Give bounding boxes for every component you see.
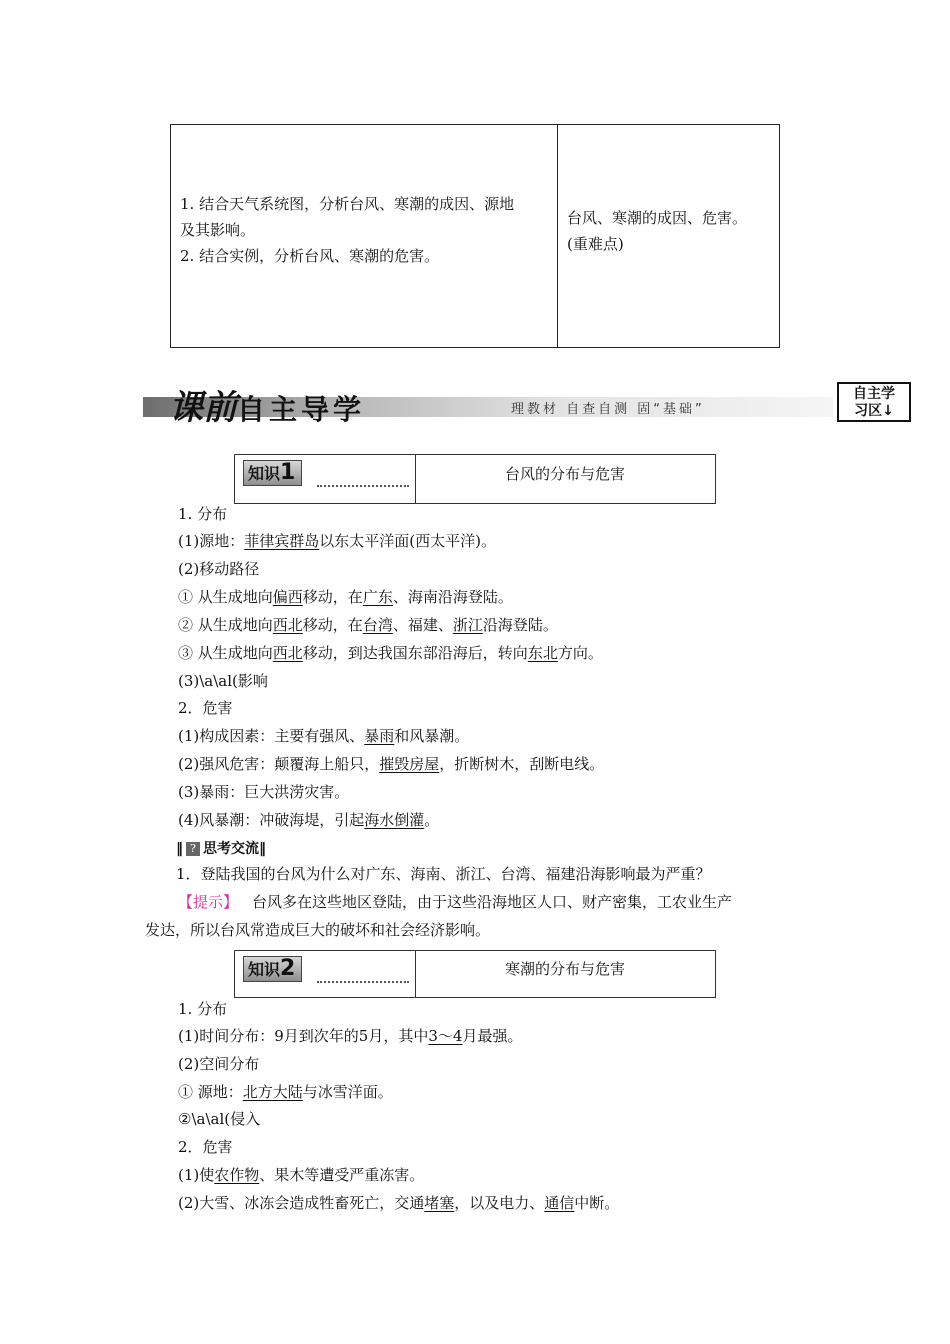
answer-blank: 北方大陆 [242, 1083, 303, 1101]
text-line [178, 755, 604, 773]
text: 与冰雪洋面。 [302, 1083, 393, 1101]
text: 以东太平洋面(西太平洋)。 [319, 532, 496, 550]
knowledge-title: 台风的分布与危害 [504, 465, 625, 483]
dotted-rule [317, 981, 409, 983]
text: (1)源地： [178, 532, 245, 550]
answer-blank: 广东 [362, 588, 393, 606]
knowledge-tag-cell [235, 455, 416, 503]
text: ① 从生成地向 [178, 588, 273, 606]
text: (2)移动路径 [178, 560, 260, 578]
answer-blank: 3～4 [428, 1027, 463, 1045]
knowledge-tag-label: 知识 [248, 960, 281, 979]
hint-label: 【提示】 [178, 893, 239, 911]
answer-blank: 摧毁房屋 [379, 755, 440, 773]
answer-blank: 西北 [272, 616, 303, 634]
section-banner [143, 380, 913, 428]
answer-blank: 台湾 [362, 616, 393, 634]
answer-line: 发达，所以台风常造成巨大的破坏和社会经济影响。 [145, 921, 491, 939]
text: 2．危害 [178, 1138, 233, 1156]
text: 移动，到达我国东部沿海后，转向 [302, 644, 528, 662]
text-line [178, 1027, 522, 1045]
text-line [178, 560, 259, 578]
knowledge-1-heading [234, 454, 716, 504]
text: ② 从生成地向 [178, 616, 273, 634]
text: 月最强。 [462, 1027, 523, 1045]
knowledge-tag-number: 1 [280, 460, 296, 485]
banner-title [169, 380, 365, 429]
text: ，以及电力、 [454, 1194, 545, 1212]
text: (1)时间分布：9月到次年的5月，其中 [178, 1027, 429, 1045]
think-bar: ‖ [259, 841, 266, 857]
answer-blank: 海水倒灌 [364, 811, 425, 829]
objectives-left-cell [180, 191, 550, 269]
knowledge-tag-cell [235, 951, 416, 997]
banner-motto: 理教材 自查自测 固“基础” [511, 402, 705, 417]
text: ① 源地： [178, 1083, 243, 1101]
text: (2)强风危害：颠覆海上船只， [178, 755, 380, 773]
text: 、福建、 [392, 616, 453, 634]
text-line [178, 1138, 233, 1156]
answer-blank: 菲律宾群岛 [244, 532, 320, 550]
banner-title-char: 课 [169, 388, 203, 428]
text: ③ 从生成地向 [178, 644, 273, 662]
text-line [178, 1110, 260, 1128]
knowledge-2-heading [234, 950, 716, 998]
table-divider [557, 125, 558, 347]
text: 沿海登陆。 [482, 616, 558, 634]
text: 。 [424, 811, 440, 829]
text: (2)空间分布 [178, 1055, 260, 1073]
text-line [178, 811, 439, 829]
objectives-table [170, 124, 780, 348]
text-line [178, 616, 558, 634]
text: (1)使 [178, 1166, 215, 1184]
text: ②\a\al(侵入 [178, 1110, 261, 1128]
text: 、果木等遭受严重冻害。 [259, 1166, 425, 1184]
badge-line: 习区↓ [854, 403, 894, 419]
knowledge-title: 寒潮的分布与危害 [504, 960, 625, 978]
hint-line [178, 893, 732, 911]
text: 1. 分布 [178, 505, 228, 523]
think-heading [176, 839, 266, 858]
text: (1)构成因素：主要有强风、 [178, 727, 365, 745]
objective-line: 1. 结合天气系统图，分析台风、寒潮的成因、源地 [180, 195, 515, 213]
text-line [178, 783, 349, 801]
text: (2)大雪、冰冻会造成牲畜死亡，交通 [178, 1194, 425, 1212]
dotted-rule [317, 485, 409, 487]
question-icon: ? [186, 842, 200, 856]
self-study-badge [837, 382, 911, 422]
text-line [178, 505, 227, 523]
text: 中断。 [574, 1194, 620, 1212]
text: 1. 分布 [178, 1000, 228, 1018]
text-line [178, 588, 513, 606]
answer-blank: 暴雨 [364, 727, 395, 745]
text: (3)\a\al(影响 [178, 672, 268, 690]
knowledge-tag-number: 2 [280, 956, 296, 981]
text: 台风多在这些地区登陆，由于这些沿海地区人口、财产密集，工农业生产 [252, 893, 733, 911]
answer-blank: 堵塞 [424, 1194, 455, 1212]
text-line [178, 532, 496, 550]
answer-blank: 农作物 [214, 1166, 260, 1184]
banner-title-rest: 自主导学 [237, 393, 366, 426]
text: 2．危害 [178, 699, 233, 717]
text-line [178, 1000, 227, 1018]
think-bar: ‖ [176, 841, 183, 857]
objective-line: 2. 结合实例，分析台风、寒潮的危害。 [180, 247, 440, 265]
text-line [178, 672, 268, 690]
text: 移动，在 [302, 616, 363, 634]
text-line [178, 1083, 393, 1101]
answer-blank: 通信 [544, 1194, 575, 1212]
keypoint-line: 台风、寒潮的成因、危害。 [567, 209, 748, 227]
think-label: 思考交流 [203, 841, 259, 857]
text: (3)暴雨：巨大洪涝灾害。 [178, 783, 350, 801]
text: 方向。 [557, 644, 603, 662]
text: 移动，在 [302, 588, 363, 606]
text: 、海南沿海登陆。 [392, 588, 513, 606]
answer-blank: 浙江 [452, 616, 483, 634]
text-line [178, 727, 469, 745]
objectives-right-cell [567, 205, 772, 257]
knowledge-tag-label: 知识 [248, 464, 281, 483]
text-line [178, 1166, 424, 1184]
question-line: 1．登陆我国的台风为什么对广东、海南、浙江、台湾、福建沿海影响最为严重？ [176, 865, 711, 883]
objective-line: 及其影响。 [180, 221, 256, 239]
text-line [178, 699, 233, 717]
text-line [178, 1055, 259, 1073]
answer-blank: 偏西 [272, 588, 303, 606]
keypoint-line: (重难点) [567, 235, 624, 253]
answer-blank: 东北 [527, 644, 558, 662]
text: ，折断树木，刮断电线。 [439, 755, 605, 773]
text: 和风暴潮。 [394, 727, 470, 745]
text-line [178, 1194, 619, 1212]
text: (4)风暴潮：冲破海堤，引起 [178, 811, 365, 829]
banner-title-char: 前 [203, 388, 237, 428]
knowledge-tag [243, 956, 302, 982]
badge-line: 自主学 [853, 386, 895, 402]
answer-blank: 西北 [272, 644, 303, 662]
knowledge-tag [243, 460, 302, 486]
text-line [178, 644, 603, 662]
